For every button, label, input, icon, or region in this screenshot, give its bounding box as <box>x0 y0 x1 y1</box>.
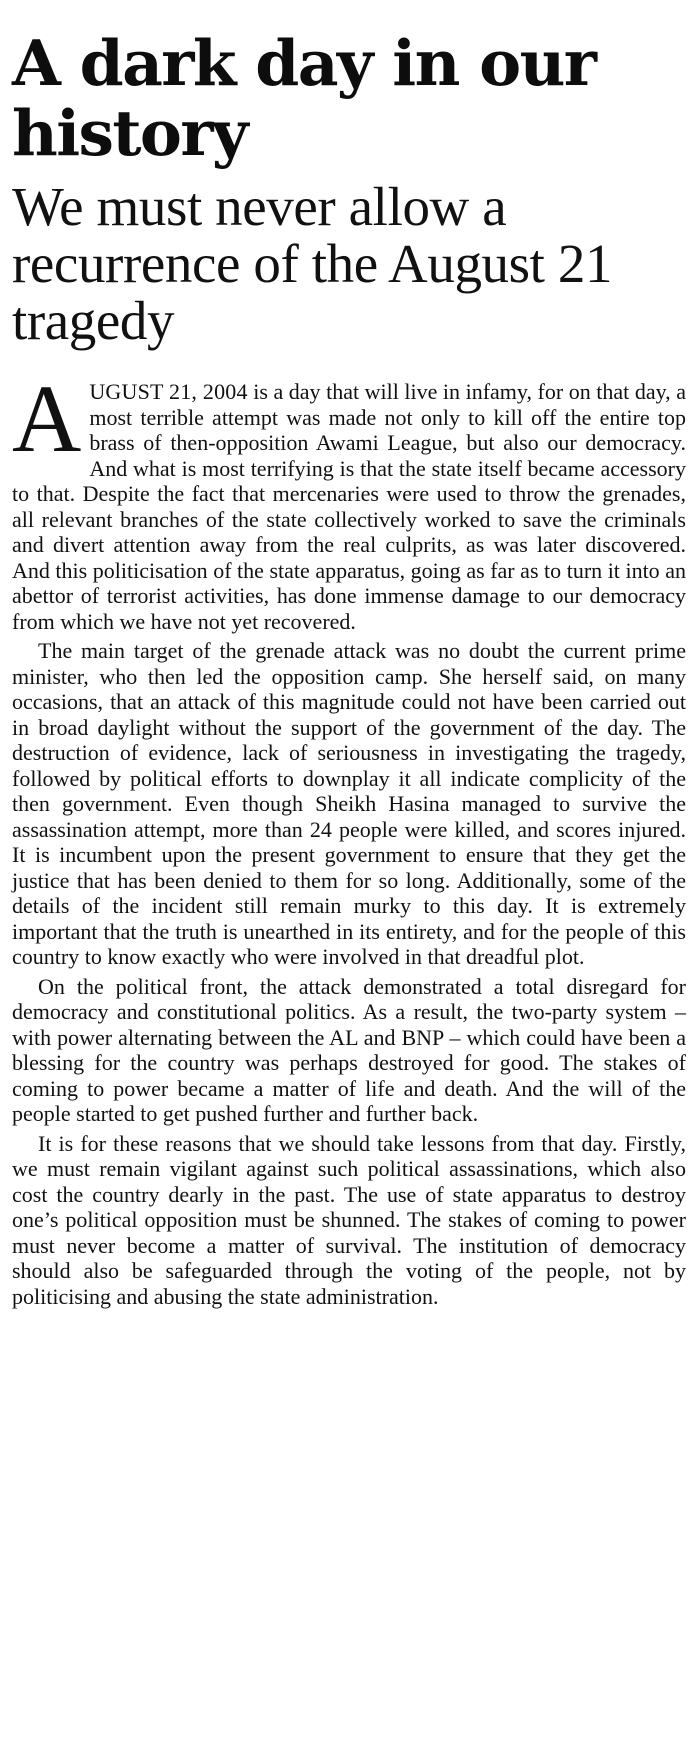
headline: A dark day in our history <box>12 26 596 170</box>
paragraph-4: It is for these reasons that we should take lessons from that day. Firstly, we must remain vigilant against such political assassinations, which also cost the country dearly in the past. The use of state apparatus to destroy one’s political opposition must be shunned. The stakes of coming to power must never become a matter of survival. The institution of democracy should also be safeguarded through the voting of the people, not by politicising and abusing the state administration. <box>12 1130 686 1309</box>
paragraph-1 <box>12 365 686 634</box>
subheadline: We must never allow a recurrence of the August 21 tragedy <box>12 176 613 351</box>
paragraph-2: The main target of the grenade attack was no doubt the current prime minister, who then led the opposition camp. She herself said, on many occasions, that an attack of this magnitude could not have been carried out in broad daylight without the support of the government of the day. The destruction of evidence, lack of seriousness in investigating the tragedy, followed by political efforts to downplay it all indicate complicity of the then government. Even though Sheikh Hasina managed to survive the assassination attempt, more than 24 people were killed, and scores injured. It is incumbent upon the present government to ensure that they get the justice that has been denied to them for so long. Additionally, some of the details of the incident still remain murky to this day. It is extremely important that the truth is unearthed in its entirety, and for the people of this country to know exactly who were involved in that dreadful plot. <box>12 638 686 969</box>
article-body <box>12 365 686 1309</box>
lead-caps: UGUST 21, 2004 <box>89 379 248 404</box>
paragraph-3: On the political front, the attack demonstrated a total disregard for democracy and constitutional politics. As a result, the two-party system – with power alternating between the AL and BNP – which could have been a blessing for the country was perhaps destroyed for good. The stakes of coming to power became a matter of life and death. And the will of the people started to get pushed further and further back. <box>12 973 686 1126</box>
drop-cap: A <box>12 365 82 472</box>
paragraph-1-text: is a day that will live in infamy, for on that day, a most terrible attempt was made not only to kill off the entire top brass of then-opposition Awami League, but also our democracy. And what is most terrifying is that the state itself became accessory to that. Despite the fact that mercenaries were used to throw the grenades, all relevant branches of the state collectively worked to save the criminals and divert attention away from the real culprits, as was later discovered. And this politicisation of the state apparatus, going as far as to turn it into an abettor of terrorist activities, has done immense damage to our democracy from which we have not yet recovered. <box>12 379 686 634</box>
